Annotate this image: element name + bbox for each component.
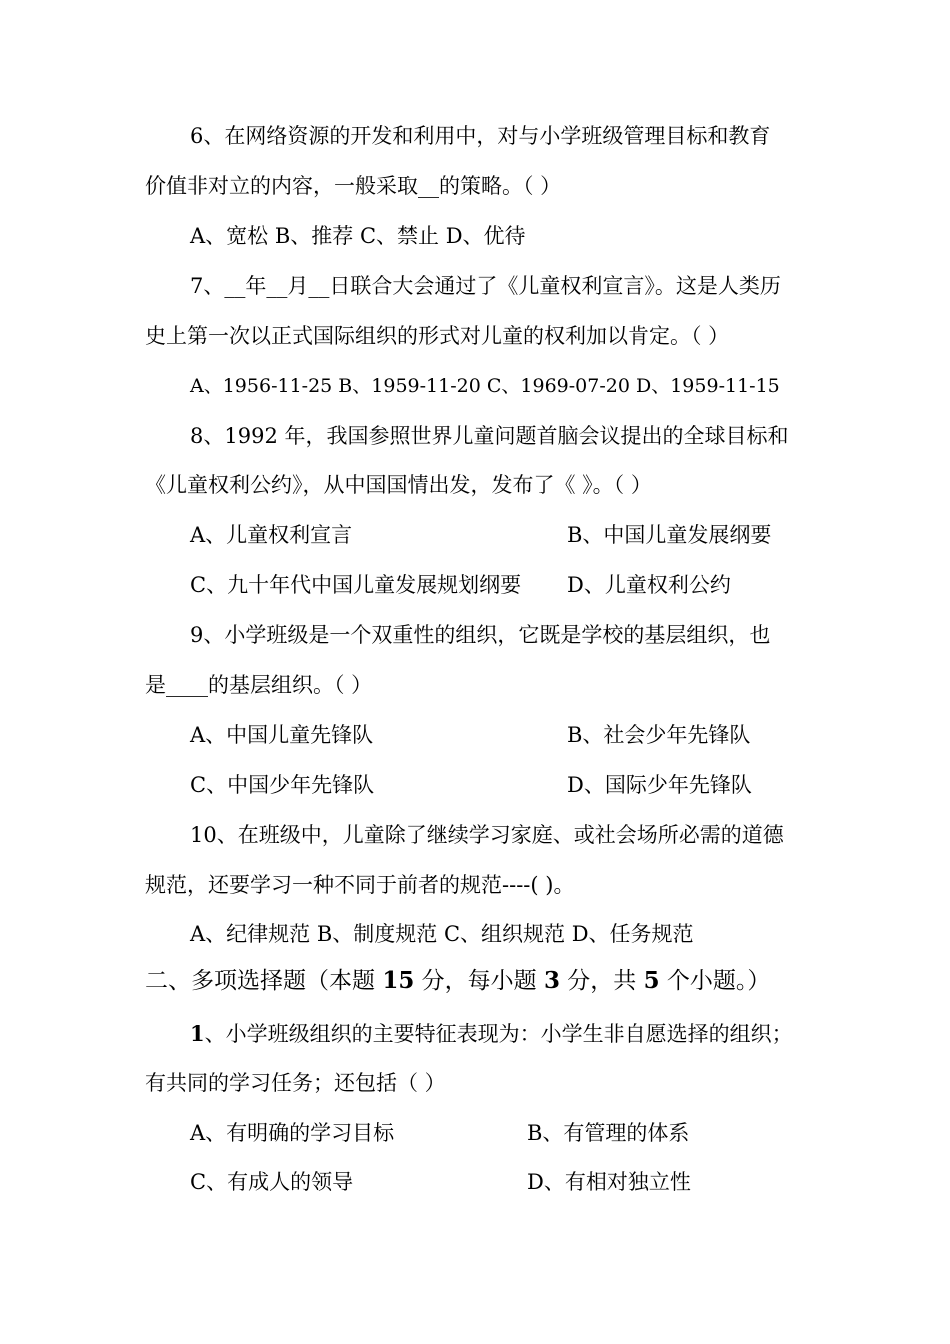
section2-each: 3 bbox=[543, 967, 560, 994]
q9-option-c: C、中国少年先锋队 bbox=[190, 773, 375, 797]
q8-option-d: D、儿童权利公约 bbox=[567, 573, 731, 597]
q9-option-a: A、中国儿童先锋队 bbox=[190, 723, 374, 747]
q10-options: A、纪律规范 B、制度规范 C、组织规范 D、任务规范 bbox=[190, 922, 694, 946]
m1-number: 1 bbox=[190, 1021, 205, 1046]
m1-option-a: A、有明确的学习目标 bbox=[190, 1121, 395, 1145]
q10-line2: 规范，还要学习一种不同于前者的规范----( )。 bbox=[145, 873, 575, 897]
section2-mid2: 分，共 bbox=[559, 968, 644, 994]
section2-score: 15 bbox=[382, 967, 415, 994]
section2-mid1: 分，每小题 bbox=[414, 968, 544, 994]
q7-options: A、1956-11-25 B、1959-11-20 C、1969-07-20 D、1959-11-15 bbox=[190, 375, 780, 397]
m1-option-b: B、有管理的体系 bbox=[527, 1121, 690, 1145]
section2-suffix: 个小题。） bbox=[659, 968, 771, 994]
q7-line2: 史上第一次以正式国际组织的形式对儿童的权利加以肯定。（ ） bbox=[145, 324, 730, 348]
q8-line2: 《儿童权利公约》，从中国国情出发，发布了《 》。（ ） bbox=[145, 473, 652, 497]
m1-option-d: D、有相对独立性 bbox=[527, 1170, 691, 1194]
m1-option-c: C、有成人的领导 bbox=[190, 1170, 354, 1194]
q6-line2: 价值非对立的内容，一般采取__的策略。（ ） bbox=[145, 174, 562, 198]
q8-line1: 8、1992 年，我国参照世界儿童问题首脑会议提出的全球目标和 bbox=[190, 424, 789, 448]
q9-option-d: D、国际少年先锋队 bbox=[567, 773, 752, 797]
m1-line1-text: 、小学班级组织的主要特征表现为：小学生非自愿选择的组织； bbox=[204, 1022, 793, 1046]
section2-prefix: 二、多项选择题（本题 bbox=[145, 968, 383, 994]
m1-line1 bbox=[190, 1019, 793, 1049]
q8-option-a: A、儿童权利宣言 bbox=[190, 523, 353, 547]
q9-line2: 是____的基层组织。（ ） bbox=[145, 673, 373, 697]
q6-options: A、宽松 B、推荐 C、禁止 D、优待 bbox=[190, 224, 526, 248]
q10-line1: 10、在班级中，儿童除了继续学习家庭、或社会场所必需的道德 bbox=[190, 823, 784, 847]
section2-heading bbox=[145, 966, 770, 996]
m1-line2: 有共同的学习任务；还包括（ ） bbox=[145, 1071, 446, 1095]
q7-line1: 7、__年__月__日联合大会通过了《儿童权利宣言》。这是人类历 bbox=[190, 274, 781, 298]
section2-count: 5 bbox=[643, 967, 660, 994]
q6-line1: 6、在网络资源的开发和利用中，对与小学班级管理目标和教育 bbox=[190, 124, 771, 148]
q9-option-b: B、社会少年先锋队 bbox=[567, 723, 751, 747]
q8-option-c: C、九十年代中国儿童发展规划纲要 bbox=[190, 573, 522, 597]
q8-option-b: B、中国儿童发展纲要 bbox=[567, 523, 772, 547]
q9-line1: 9、小学班级是一个双重性的组织，它既是学校的基层组织，也 bbox=[190, 623, 771, 647]
